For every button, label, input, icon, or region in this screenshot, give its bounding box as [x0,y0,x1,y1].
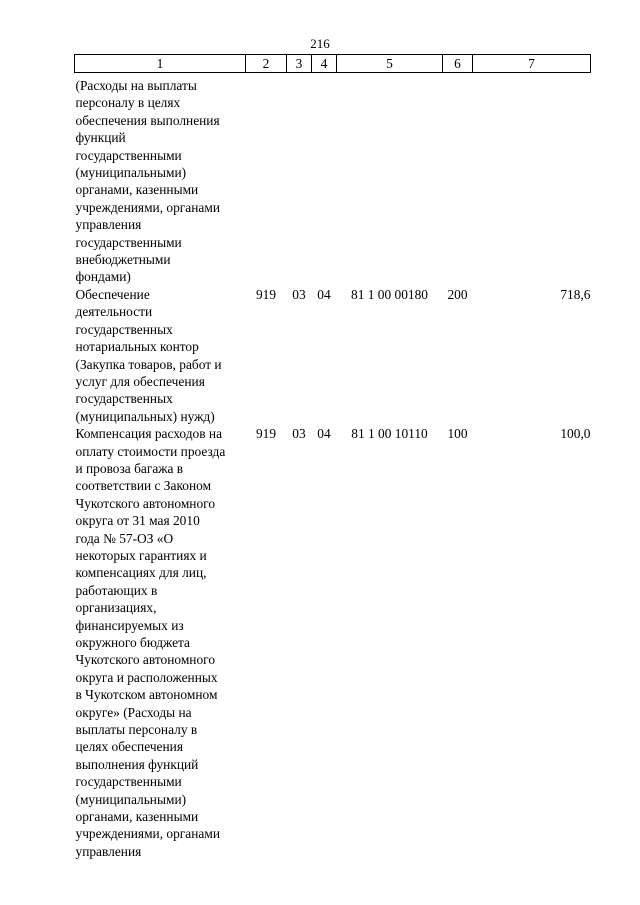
column-header-1: 1 [75,55,246,73]
row-target-article-code [337,73,443,286]
row-target-article-code: 81 1 00 10110 [351,426,428,442]
table-header [75,55,591,73]
row-amount: 718,6 [560,286,591,302]
row-target-article-code: 81 1 00 00180 [351,286,428,302]
column-header-7: 7 [473,55,591,73]
row-expense-type-code: 200 [447,286,468,302]
table-row [75,425,591,860]
row-subsection-code: 04 [317,286,331,302]
column-header-4: 4 [312,55,337,73]
header-row [75,55,591,73]
row-section-code [287,73,312,286]
budget-table [74,54,591,860]
row-ministry-code: 919 [255,286,277,302]
row-section-code: 03 [292,426,306,442]
row-amount: 100,0 [560,426,591,442]
row-description: Компенсация расходов на оплату стоимости проезда и провоза багажа в соответствии с Законом Чукотского автономного округа от 31 мая 2010 года № 57-ОЗ «О некоторых гарантиях и компенсациях для лиц, работающих в организациях, финансируемых из окружного бюджета Чукотского автономного округа и расположенных в Чукотском автономном округе» (Расходы на выплаты персоналу в целях обеспечения выполнения функций государственными (муниципальными) органами, казенными учреждениями, органами управления [75,426,226,859]
row-ministry-code: 919 [255,426,277,442]
row-subsection-code [312,73,337,286]
row-ministry-code [246,73,287,286]
row-amount [473,73,591,286]
page-number: 216 [310,36,330,51]
row-description: (Расходы на выплаты персоналу в целях обеспечения выполнения функций государственными (муниципальными) органами, казенными учреждениями, органами управления государственными внебюджетными фондами) [75,78,220,285]
row-subsection-code: 04 [317,426,331,442]
table-body [75,73,591,861]
row-description: Обеспечение деятельности государственных нотариальных контор (Закупка товаров, работ и услуг для обеспечения государственных (муниципальных) нужд) [75,286,222,424]
row-section-code: 03 [292,286,306,302]
column-header-2: 2 [246,55,287,73]
row-expense-type-code [443,73,473,286]
row-expense-type-code: 100 [447,426,468,442]
column-header-5: 5 [337,55,443,73]
table-row [75,73,591,286]
column-header-3: 3 [287,55,312,73]
table-row [75,286,591,425]
column-header-6: 6 [443,55,473,73]
